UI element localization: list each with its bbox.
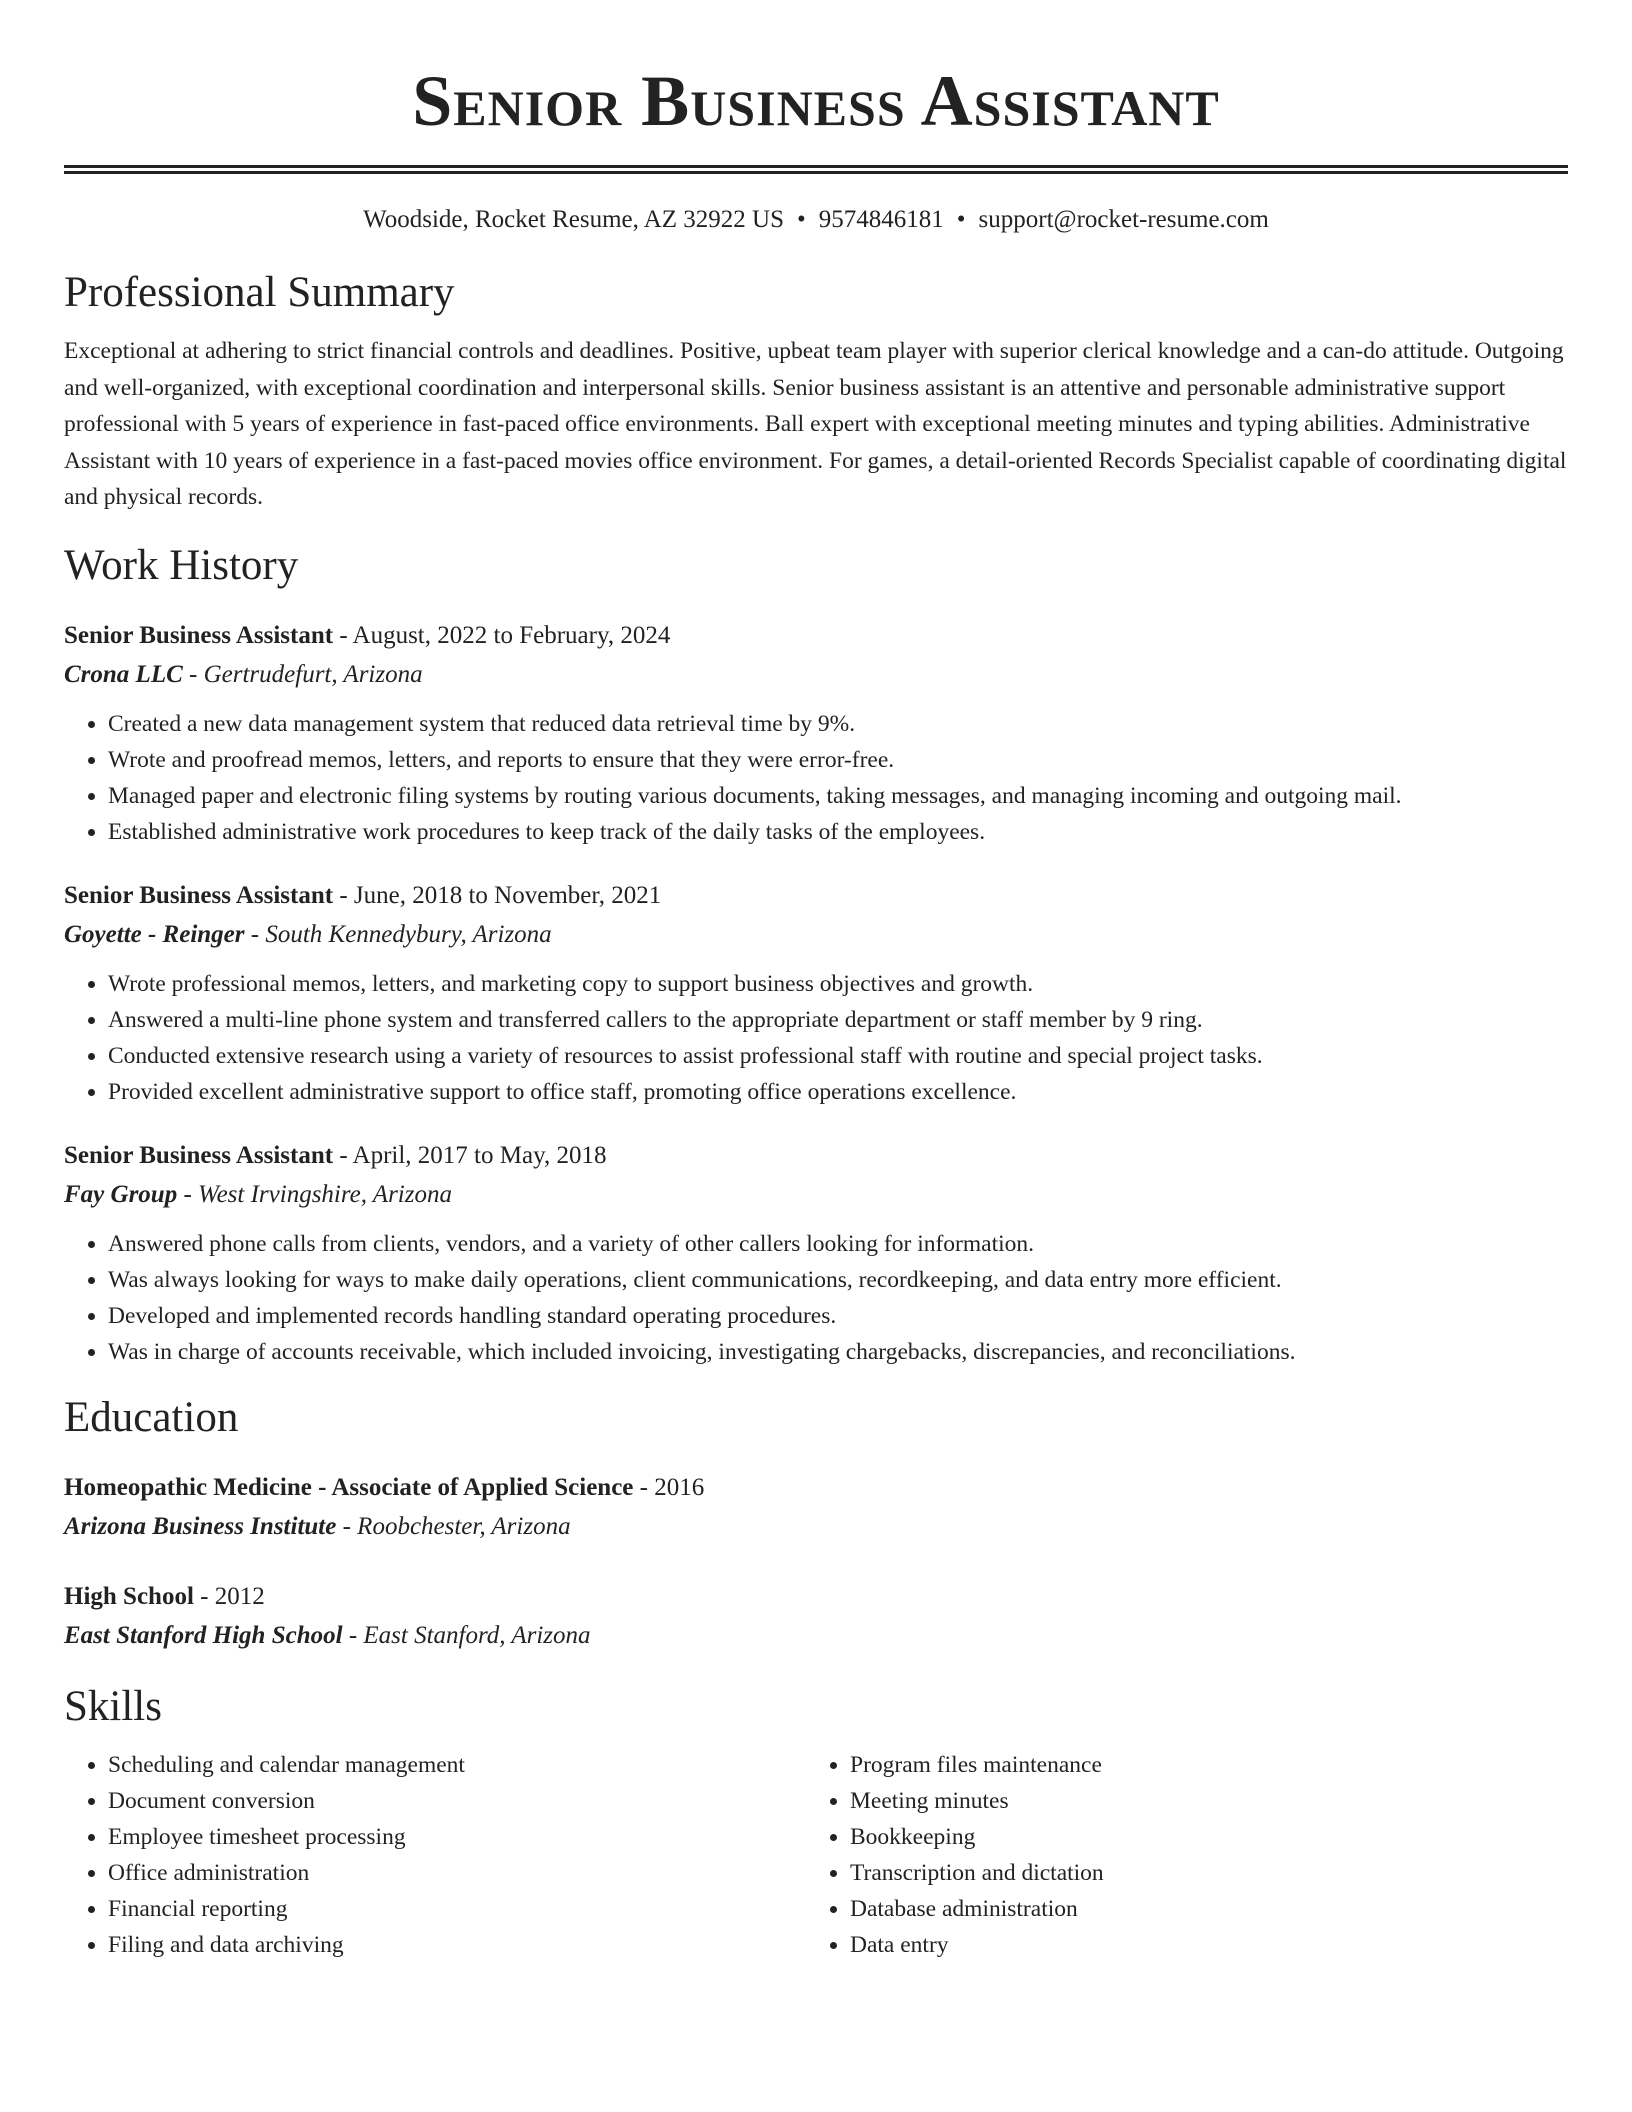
resume-name: Senior Business Assistant [412,61,1220,141]
list-item: • Conducted extensive research using a variety of resources to assist professional staff with routine and special project tasks. [108,1038,1568,1074]
job-entry [64,876,1568,1110]
list-item: • Was in charge of accounts receivable, which included invoicing, investigating chargebacks, discrepancies, and reconciliations. [108,1334,1568,1370]
skill-item: • Meeting minutes [850,1783,1568,1819]
job-employer: Goyette - Reinger [64,920,245,948]
section-heading-work-history: Work History [64,541,299,589]
job-title: Senior Business Assistant [64,881,334,909]
skills-list-left [64,1747,806,1963]
list-item: • Wrote professional memos, letters, and marketing copy to support business objectives and growth. [108,966,1568,1002]
list-item: • Established administrative work procedures to keep track of the daily tasks of the employees. [108,814,1568,850]
contact-email: support@rocket-resume.com [978,206,1269,233]
separator-dot: • [797,206,806,233]
skill-item: • Scheduling and calendar management [108,1747,806,1783]
job-location: - West Irvingshire, Arizona [177,1180,452,1208]
list-item: • Wrote and proofread memos, letters, and reports to ensure that they were error-free. [108,742,1568,778]
education-school: Arizona Business Institute [64,1512,337,1540]
list-item: • Created a new data management system that reduced data retrieval time by 9%. [108,706,1568,742]
skill-item: • Bookkeeping [850,1819,1568,1855]
job-title-line [64,616,1568,655]
contact-line [64,205,1568,235]
header-divider [64,165,1568,174]
job-title-line [64,876,1568,915]
skill-item: • Data entry [850,1927,1568,1963]
separator-dot: • [956,206,966,233]
education-location: - Roobchester, Arizona [336,1512,571,1540]
job-employer-line [64,1175,1568,1214]
job-entry [64,1136,1568,1370]
skill-item: • Program files maintenance [850,1747,1568,1783]
summary-text: Exceptional at adhering to strict financial controls and deadlines. Positive, upbeat team player with superior clerical knowledge and a can-do attitude. Outgoing and well-organized, with exceptional coordination and interpersonal skills. Senior business assistant is an attentive and personable administrative support professional with 5 years of experience in fast-paced office environments. Ball expert with exceptional meeting minutes and typing abilities. Administrative Assistant with 10 years of experience in a fast-paced movies office environment. For games, a detail-oriented Records Specialist capable of coordinating digital and physical records. [64,338,1567,510]
skills-columns [64,1747,1568,1963]
education-location: - East Stanford, Arizona [342,1621,591,1649]
section-heading-education: Education [64,1393,239,1441]
job-dates: - August, 2022 to February, 2024 [333,621,671,649]
education-degree: High School [64,1582,194,1610]
skill-item: • Financial reporting [108,1891,806,1927]
job-title: Senior Business Assistant [64,621,334,649]
job-employer: Crona LLC [64,660,183,688]
job-dates: - June, 2018 to November, 2021 [333,881,662,909]
contact-address: Woodside, Rocket Resume, AZ 32922 US [363,206,785,233]
job-dates: - April, 2017 to May, 2018 [333,1141,607,1169]
education-year: - 2016 [633,1473,705,1501]
education-degree-line [64,1468,1568,1507]
job-employer: Fay Group [64,1180,178,1208]
skill-item: • Office administration [108,1855,806,1891]
job-location: - Gertrudefurt, Arizona [182,660,423,688]
education-degree-line [64,1577,1568,1616]
education-year: - 2012 [193,1582,265,1610]
skill-item: • Employee timesheet processing [108,1819,806,1855]
section-heading-skills: Skills [64,1682,162,1730]
skill-item: • Document conversion [108,1783,806,1819]
skill-item: • Transcription and dictation [850,1855,1568,1891]
skills-list-right [806,1747,1568,1963]
job-bullets [64,1226,1568,1370]
list-item: • Was always looking for ways to make daily operations, client communications, recordkeeping, and data entry more efficient. [108,1262,1568,1298]
job-bullets [64,706,1568,850]
job-title: Senior Business Assistant [64,1141,334,1169]
job-employer-line [64,655,1568,694]
contact-phone: 9574846181 [818,206,944,233]
job-title-line [64,1136,1568,1175]
job-entry [64,616,1568,850]
education-entry [64,1468,1568,1546]
list-item: • Developed and implemented records handling standard operating procedures. [108,1298,1568,1334]
job-bullets [64,966,1568,1110]
education-degree: Homeopathic Medicine - Associate of Applied Science [64,1473,634,1501]
skill-item: • Filing and data archiving [108,1927,806,1963]
list-item: • Answered a multi-line phone system and transferred callers to the appropriate department or staff member by 9 ring. [108,1002,1568,1038]
job-location: - South Kennedybury, Arizona [244,920,552,948]
education-school-line [64,1616,1568,1655]
education-school-line [64,1507,1568,1546]
list-item: • Provided excellent administrative support to office staff, promoting office operations excellence. [108,1074,1568,1110]
list-item: • Answered phone calls from clients, vendors, and a variety of other callers looking for information. [108,1226,1568,1262]
list-item: • Managed paper and electronic filing systems by routing various documents, taking messages, and managing incoming and outgoing mail. [108,778,1568,814]
skill-item: • Database administration [850,1891,1568,1927]
section-heading-summary: Professional Summary [64,269,455,316]
education-entry [64,1577,1568,1655]
job-employer-line [64,915,1568,954]
education-school: East Stanford High School [64,1621,343,1649]
